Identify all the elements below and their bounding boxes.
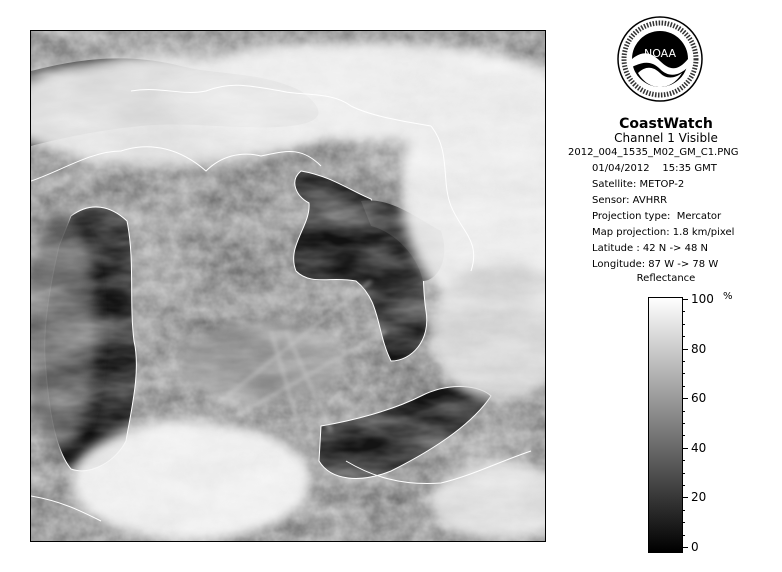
page-title: CoastWatch [619, 116, 713, 132]
colorbar-tick-label: 60 [691, 391, 707, 405]
colorbar-minor-tick [682, 311, 685, 312]
colorbar-minor-tick [682, 435, 685, 436]
colorbar-title: Reflectance [636, 273, 696, 284]
file-name: 2012_004_1535_M02_GM_C1.PNG [568, 147, 739, 158]
longitude-label: Longitude: 87 W -> 78 W [592, 259, 719, 270]
colorbar-tick [682, 299, 688, 300]
noaa-logo [616, 15, 704, 103]
colorbar-tick [682, 497, 688, 498]
colorbar-tick-label: 100 [691, 292, 714, 306]
colorbar-tick-label: 0 [691, 540, 699, 554]
colorbar-minor-tick [682, 522, 685, 523]
colorbar-tick-label: 20 [691, 490, 707, 504]
colorbar-minor-tick [682, 473, 685, 474]
colorbar-minor-tick [682, 361, 685, 362]
channel-subtitle: Channel 1 Visible [614, 131, 718, 145]
projection-type-label: Projection type: Mercator [592, 211, 722, 222]
satellite-label: Satellite: METOP-2 [592, 179, 685, 190]
colorbar-minor-tick [682, 485, 685, 486]
latitude-label: Latitude : 42 N -> 48 N [592, 243, 708, 254]
colorbar-unit: % [723, 291, 733, 302]
colorbar-tick [682, 448, 688, 449]
satellite-map [30, 30, 546, 542]
colorbar-tick [682, 398, 688, 399]
map-projection-label: Map projection: 1.8 km/pixel [592, 227, 735, 238]
cloud-texture [31, 31, 545, 541]
colorbar-minor-tick [682, 373, 685, 374]
colorbar-tick-label: 40 [691, 441, 707, 455]
date-time: 01/04/2012 15:35 GMT [592, 163, 717, 174]
colorbar-minor-tick [682, 535, 685, 536]
colorbar-tick [682, 547, 688, 548]
logo-center-text: NOAA [643, 47, 677, 60]
reflectance-colorbar [648, 297, 683, 553]
colorbar-minor-tick [682, 336, 685, 337]
colorbar-minor-tick [682, 460, 685, 461]
sensor-label: Sensor: AVHRR [592, 195, 668, 206]
colorbar-tick [682, 349, 688, 350]
colorbar-minor-tick [682, 386, 685, 387]
colorbar-tick-label: 80 [691, 342, 707, 356]
colorbar-minor-tick [682, 411, 685, 412]
colorbar-minor-tick [682, 423, 685, 424]
colorbar-minor-tick [682, 510, 685, 511]
colorbar-minor-tick [682, 324, 685, 325]
